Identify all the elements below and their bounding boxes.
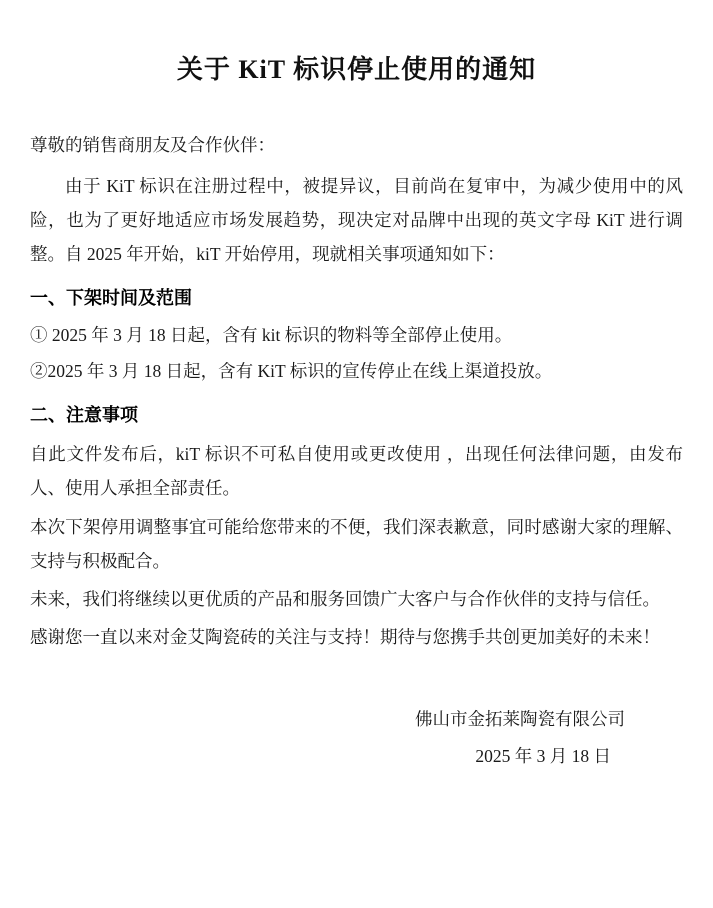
list-item: ① 2025 年 3 月 18 日起，含有 kit 标识的物料等全部停止使用。 [30,324,513,345]
page-title: 关于 KiT 标识停止使用的通知 [176,55,537,84]
signature-block [30,700,683,774]
notice-paragraph-four: 感谢您一直以来对金艾陶瓷砖的关注与支持！期待与您携手共创更加美好的未来！ [30,626,660,647]
notice-paragraph-one: 自此文件发布后，kiT 标识不可私自使用或更改使用 ，出现任何法律问题，由发布人、使用人承担全部责任。 [30,444,683,499]
document-body [30,128,683,654]
signature-company: 佛山市金拓莱陶瓷有限公司 [415,709,625,730]
list-item: ②2025 年 3 月 18 日起，含有 KiT 标识的宣传停止在线上渠道投放。 [30,361,553,382]
salutation: 尊敬的销售商朋友及合作伙伴： [30,135,275,156]
notice-paragraph-two: 本次下架停用调整事宜可能给您带来的不便，我们深表歉意，同时感谢大家的理解、支持与积极配合。 [30,516,683,571]
notice-paragraph-three: 未来，我们将继续以更优质的产品和服务回馈广大客户与合作伙伴的支持与信任。 [30,588,660,609]
document-page [0,40,713,908]
intro-paragraph: 由于 KiT 标识在注册过程中，被提异议，目前尚在复审中，为减少使用中的风险，也为了更好地适应市场发展趋势，现决定对品牌中出现的英文字母 KiT 进行调整。自 2025 年开始，kiT 开始停用，现就相关事项通知如下： [30,175,683,264]
section-two-heading: 二、注意事项 [30,405,138,426]
signature-date: 2025 年 3 月 18 日 [475,745,611,766]
section-one-heading: 一、下架时间及范围 [30,287,192,308]
